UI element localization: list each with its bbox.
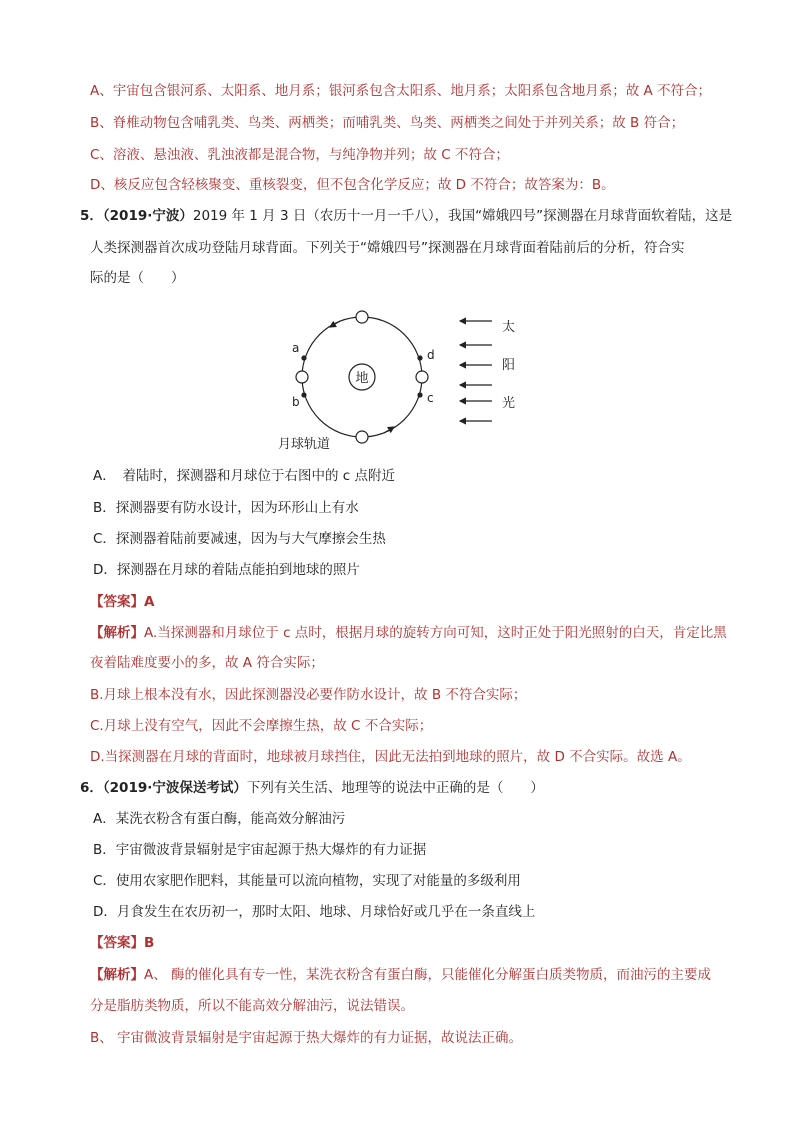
orbit-arrow-top xyxy=(330,321,340,327)
analysis-line-d: D、核反应包含轻核聚变、重核裂变，但不包含化学反应；故 D 不符合；故答案为：B。 xyxy=(90,177,615,193)
question-number: 5． xyxy=(80,208,103,224)
point-c-label: c xyxy=(427,391,434,405)
question-source: （2019·宁波保送考试） xyxy=(102,780,247,796)
orbit-label: 月球轨道 xyxy=(278,437,331,452)
answer-label: 【答案】 xyxy=(90,935,144,951)
option-d: D．探测器在月球的着陆点能拍到地球的照片 xyxy=(93,562,360,578)
point-d xyxy=(417,355,422,360)
moon-top xyxy=(356,311,368,323)
question-5-stem-line-3: 际的是（ ） xyxy=(90,270,185,286)
question-5-stem-line-1 xyxy=(80,206,732,226)
analysis-line-3: B、 宇宙微波背景辐射是宇宙起源于热大爆炸的有力证据，故说法正确。 xyxy=(90,1030,523,1046)
earth-label: 地 xyxy=(355,371,369,386)
point-d-label: d xyxy=(427,348,435,362)
orbit-arrow-bottom xyxy=(384,427,394,433)
option-c: C．探测器着陆前要减速，因为与大气摩擦会生热 xyxy=(93,531,386,547)
question-5-stem-line-2: 人类探测器首次成功登陆月球背面。下列关于“嫦娥四号”探测器在月球背面着陆前后的分析，符合实 xyxy=(90,240,685,256)
question-6-stem xyxy=(80,778,544,798)
moon-left xyxy=(296,371,308,383)
moon-bottom xyxy=(356,431,368,443)
sunlight-label-3: 光 xyxy=(502,396,516,411)
option-c: C．使用农家肥作肥料，其能量可以流向植物，实现了对能量的多级利用 xyxy=(93,873,521,889)
point-c xyxy=(417,392,422,397)
option-a: A． 着陆时，探测器和月球位于右图中的 c 点附近 xyxy=(93,468,395,484)
point-b xyxy=(301,392,306,397)
analysis-line-c: C、溶液、悬浊液、乳浊液都是混合物，与纯净物并列；故 C 不符合； xyxy=(90,147,509,163)
analysis-label: 【解析】 xyxy=(90,967,144,983)
option-a: A．某洗衣粉含有蛋白酶，能高效分解油污 xyxy=(93,811,346,827)
answer-line xyxy=(90,592,154,612)
sunlight-label-2: 阳 xyxy=(502,358,516,373)
point-b-label: b xyxy=(292,395,300,409)
sunlight-label-1: 太 xyxy=(502,320,516,335)
analysis-text: A、 酶的催化具有专一性，某洗衣粉含有蛋白酶，只能催化分解蛋白质类物质，而油污的主要成 xyxy=(144,967,712,983)
analysis-line-a: A、宇宙包含银河系、太阳系、地月系；银河系包含太阳系、地月系；太阳系包含地月系；故 A 不符合； xyxy=(90,83,712,99)
analysis-line-2: 夜着陆难度要小的多，故 A 符合实际； xyxy=(90,655,324,671)
analysis-line-2: 分是脂肪类物质，所以不能高效分解油污，说法错误。 xyxy=(90,998,414,1014)
moon-right xyxy=(416,371,428,383)
option-b: B．宇宙微波背景辐射是宇宙起源于热大爆炸的有力证据 xyxy=(93,842,427,858)
analysis-text: A.当探测器和月球位于 c 点时，根据月球的旋转方向可知，这时正处于阳光照射的白天，肯定比黑 xyxy=(144,625,727,641)
question-number: 6． xyxy=(80,780,103,796)
moon-orbit-diagram xyxy=(270,305,530,455)
question-stem: 2019 年 1 月 3 日（农历十一月一千八），我国“嫦娥四号”探测器在月球背面软着陆，这是 xyxy=(192,208,733,224)
analysis-line-1 xyxy=(90,623,727,643)
analysis-line-3: B.月球上根本没有水，因此探测器没必要作防水设计，故 B 不符合实际； xyxy=(90,687,527,703)
analysis-line-1 xyxy=(90,965,711,985)
analysis-line-b: B、脊椎动物包含哺乳类、鸟类、两栖类；而哺乳类、鸟类、两栖类之间处于并列关系；故 B 符合； xyxy=(90,115,685,131)
point-a xyxy=(301,355,306,360)
point-a-label: a xyxy=(292,341,300,355)
option-d: D．月食发生在农历初一，那时太阳、地球、月球恰好或几乎在一条直线上 xyxy=(93,904,536,920)
question-source: （2019·宁波） xyxy=(102,208,193,224)
answer-value: A xyxy=(144,594,155,610)
analysis-line-5: D.当探测器在月球的背面时，地球被月球挡住，因此无法拍到地球的照片，故 D 不合实际。故选 A。 xyxy=(90,749,691,765)
answer-line xyxy=(90,933,154,953)
analysis-line-4: C.月球上没有空气，因此不会摩擦生热，故 C 不合实际； xyxy=(90,718,433,734)
analysis-label: 【解析】 xyxy=(90,625,144,641)
answer-value: B xyxy=(144,935,155,951)
answer-label: 【答案】 xyxy=(90,594,144,610)
option-b: B．探测器要有防水设计，因为环形山上有水 xyxy=(93,500,359,516)
question-stem: 下列有关生活、地理等的说法中正确的是（ ） xyxy=(246,780,544,796)
